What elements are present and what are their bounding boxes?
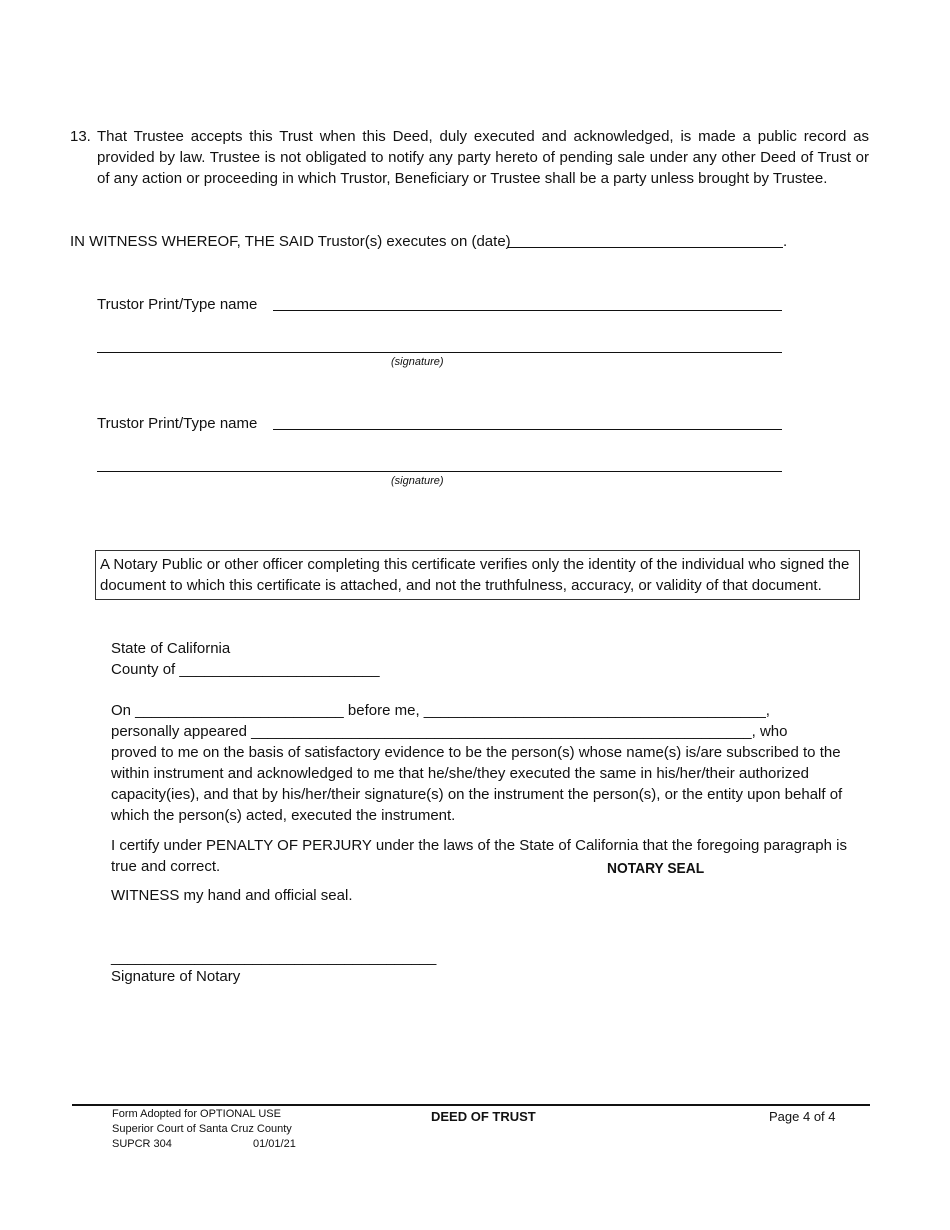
footer-document-title: DEED OF TRUST [431,1109,536,1124]
notary-signature-label: Signature of Notary [111,968,241,985]
trustor-2-name-field[interactable] [273,429,782,430]
trustor-1-signature-caption: (signature) [391,356,444,368]
perjury-certification: I certify under PENALTY OF PERJURY under the laws of the State of California that the foregoing paragraph is true and correct. [111,837,847,875]
trustor-2-signature-caption: (signature) [391,475,444,487]
county-line: County of ________________________ [111,661,380,678]
witness-hand-seal: WITNESS my hand and official seal. [111,887,353,904]
witness-date-label: IN WITNESS WHEREOF, THE SAID Trustor(s) executes on (date) [70,233,511,250]
clause-number: 13. [70,128,91,145]
footer-form-adopted: Form Adopted for OPTIONAL USE [112,1108,281,1120]
acknowledgment-body: proved to me on the basis of satisfactory evidence to be the person(s) whose name(s) is/are subscribed to the within instrument and acknowledged to me that he/she/they executed the same in his/her/their authorized capacity(ies), and that by his/her/their signature(s) on the instrument the person(s), or the entity upon behalf of which the person(s) acted, executed the instrument. [111,744,843,824]
footer-form-date: 01/01/21 [253,1138,296,1150]
notary-signature-line[interactable]: _______________________________________ [111,949,437,966]
trustor-1-signature-line[interactable] [97,352,782,353]
footer-form-code: SUPCR 304 [112,1138,172,1150]
footer-court-name: Superior Court of Santa Cruz County [112,1123,292,1135]
footer-page-number: Page 4 of 4 [769,1109,836,1124]
notary-seal-label: NOTARY SEAL [607,860,705,877]
notary-notice-box: A Notary Public or other officer completing this certificate verifies only the identity of the individual who signed the document to which this certificate is attached, and not the truthfulness, accuracy, or validity of that document. [95,550,860,600]
witness-date-field[interactable] [508,247,783,248]
personally-appeared-line: personally appeared ____________________________________________________________, who [111,723,788,740]
state-label: State of California [111,640,231,657]
clause-13-text: That Trustee accepts this Trust when this Deed, duly executed and acknowledged, is made a public record as provided by law. Trustee is not obligated to notify any party hereto of pending sale under any other Deed of Trust or of any action or proceeding in which Trustor, Beneficiary or Trustee shall be a party unless brought by Trustee. [97,128,869,187]
trustor-1-name-field[interactable] [273,310,782,311]
trustor-1-name-label: Trustor Print/Type name [97,296,258,313]
trustor-2-name-label: Trustor Print/Type name [97,415,258,432]
on-date-line: On _________________________ before me, _________________________________________, [111,702,770,719]
footer-rule [72,1104,870,1106]
witness-date-period: . [783,233,788,250]
trustor-2-signature-line[interactable] [97,471,782,472]
